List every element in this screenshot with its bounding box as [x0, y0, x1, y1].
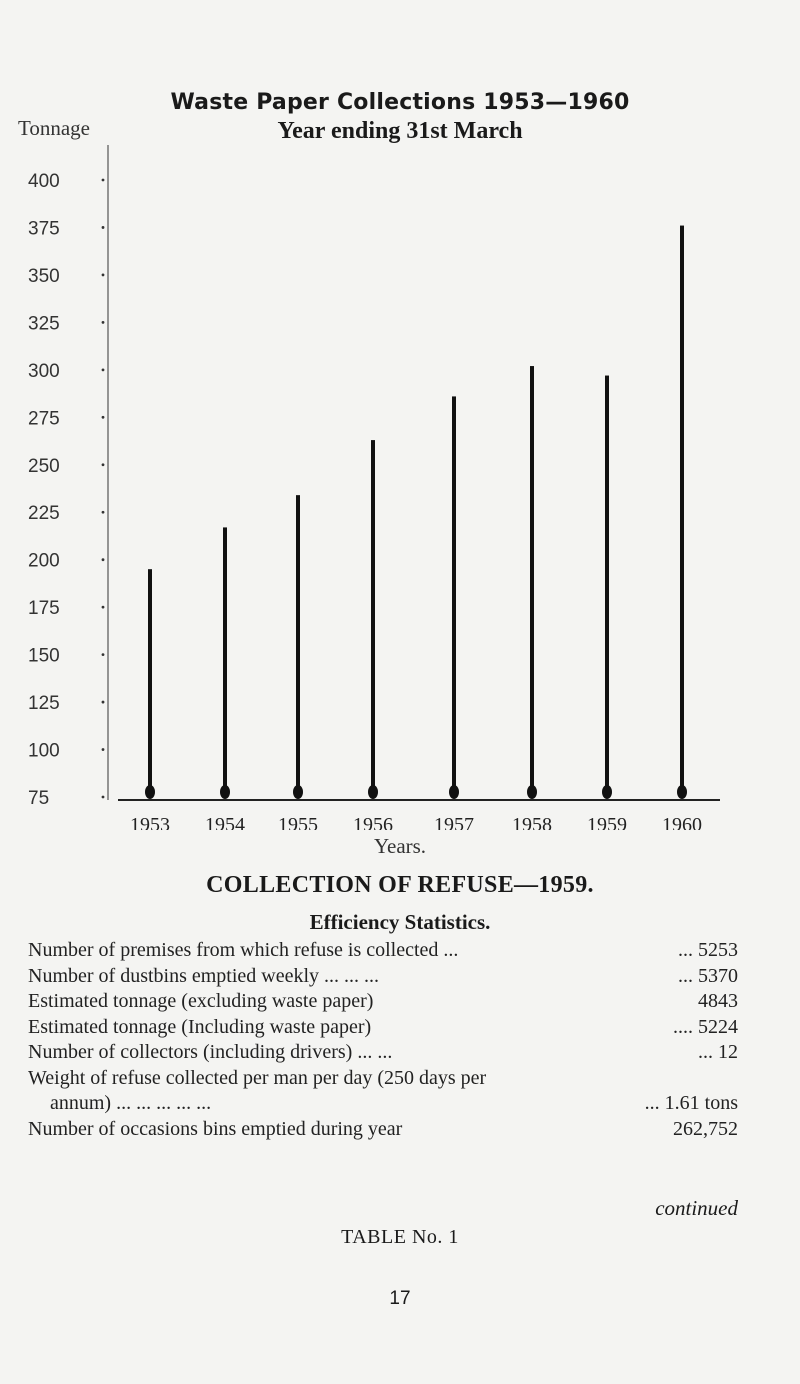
- y-tick-mark: [102, 226, 105, 229]
- stat-row: [28, 1066, 738, 1092]
- bar-base-dot: [145, 785, 155, 799]
- x-tick-label: 1957: [434, 814, 474, 830]
- stat-label: Number of collectors (including drivers) ... ...: [28, 1041, 393, 1063]
- x-tick-label: 1960: [662, 814, 702, 830]
- bar-base-dot: [293, 785, 303, 799]
- y-tick-label: 400: [28, 171, 60, 192]
- efficiency-statistics: [28, 938, 738, 1142]
- stat-label: Number of dustbins emptied weekly ... ... ...: [28, 964, 380, 987]
- stat-row: [28, 938, 738, 964]
- bar: [296, 495, 300, 797]
- bar-base-dot: [449, 785, 459, 799]
- stat-label: Estimated tonnage (Including waste paper): [28, 1015, 372, 1038]
- y-tick-label: 200: [28, 550, 60, 572]
- stat-row: [28, 1091, 738, 1117]
- stat-value: ... 5370: [678, 964, 738, 987]
- stat-label: Weight of refuse collected per man per day (250 days per: [28, 1066, 487, 1089]
- bar: [223, 527, 227, 797]
- bar: [605, 376, 609, 797]
- y-tick-label: 225: [28, 503, 60, 525]
- bar: [680, 226, 684, 797]
- stat-value: .... 5224: [673, 1015, 738, 1038]
- chart-subtitle: Year ending 31st March: [277, 118, 523, 144]
- stat-row: [28, 1117, 738, 1143]
- x-tick-label: 1953: [130, 814, 170, 830]
- bar-base-dot: [527, 785, 537, 799]
- chart-title: Waste Paper Collections 1953—1960: [170, 90, 630, 115]
- stat-label: Number of occasions bins emptied during year: [28, 1117, 403, 1140]
- y-tick-mark: [102, 701, 105, 704]
- bar-base-dot: [677, 785, 687, 799]
- section-title: COLLECTION OF REFUSE—1959.: [206, 872, 594, 898]
- stat-row: [28, 1015, 738, 1041]
- y-tick-label: 275: [28, 408, 60, 430]
- y-tick-mark: [102, 748, 105, 751]
- y-tick-mark: [102, 368, 105, 371]
- section-subtitle: Efficiency Statistics.: [309, 910, 491, 934]
- y-tick-label: 375: [28, 218, 60, 240]
- stat-label: annum) ... ... ... ... ...: [50, 1092, 212, 1114]
- bar-base-dot: [368, 785, 378, 799]
- y-tick-mark: [102, 796, 105, 799]
- bar-base-dot: [220, 785, 230, 799]
- stat-value: ... 12: [698, 1041, 738, 1063]
- y-axis-label: Tonnage: [18, 116, 91, 140]
- y-tick-label: 150: [28, 645, 60, 667]
- y-tick-label: 250: [28, 455, 60, 477]
- x-tick-label: 1955: [278, 814, 318, 830]
- y-tick-mark: [102, 511, 105, 514]
- y-tick-mark: [102, 558, 105, 561]
- stat-value: ... 1.61 tons: [644, 1092, 738, 1114]
- y-tick-label: 350: [28, 265, 60, 287]
- x-tick-label: 1954: [205, 814, 245, 830]
- page-number: 17: [389, 1288, 411, 1309]
- x-tick-label: 1958: [512, 814, 552, 830]
- y-tick-mark: [102, 179, 105, 182]
- bar: [371, 440, 375, 797]
- y-tick-mark: [102, 463, 105, 466]
- x-tick-label: 1956: [353, 814, 393, 830]
- bar-base-dot: [602, 785, 612, 799]
- bar: [530, 366, 534, 797]
- stat-value: ... 5253: [678, 939, 738, 961]
- y-tick-mark: [102, 606, 105, 609]
- y-tick-label: 75: [28, 788, 50, 809]
- stat-label: Estimated tonnage (excluding waste paper): [28, 990, 374, 1012]
- y-tick-mark: [102, 653, 105, 656]
- stat-row: [28, 1040, 738, 1066]
- y-tick-label: 300: [28, 360, 60, 382]
- y-tick-mark: [102, 274, 105, 277]
- x-tick-label: 1959: [587, 814, 627, 830]
- stat-label: Number of premises from which refuse is collected ...: [28, 939, 459, 961]
- stat-row: [28, 964, 738, 990]
- y-tick-label: 125: [28, 693, 60, 715]
- stat-value: 4843: [698, 990, 738, 1012]
- table-label: TABLE No. 1: [341, 1226, 459, 1248]
- bar: [148, 569, 152, 797]
- x-axis-label: Years.: [373, 834, 427, 858]
- y-tick-label: 325: [28, 313, 60, 335]
- y-tick-mark: [102, 416, 105, 419]
- stat-value: 262,752: [673, 1117, 738, 1140]
- y-tick-mark: [102, 321, 105, 324]
- stat-row: [28, 989, 738, 1015]
- y-tick-label: 100: [28, 740, 60, 762]
- bar: [452, 396, 456, 797]
- y-tick-label: 175: [28, 598, 60, 620]
- continued-note: continued: [655, 1196, 738, 1220]
